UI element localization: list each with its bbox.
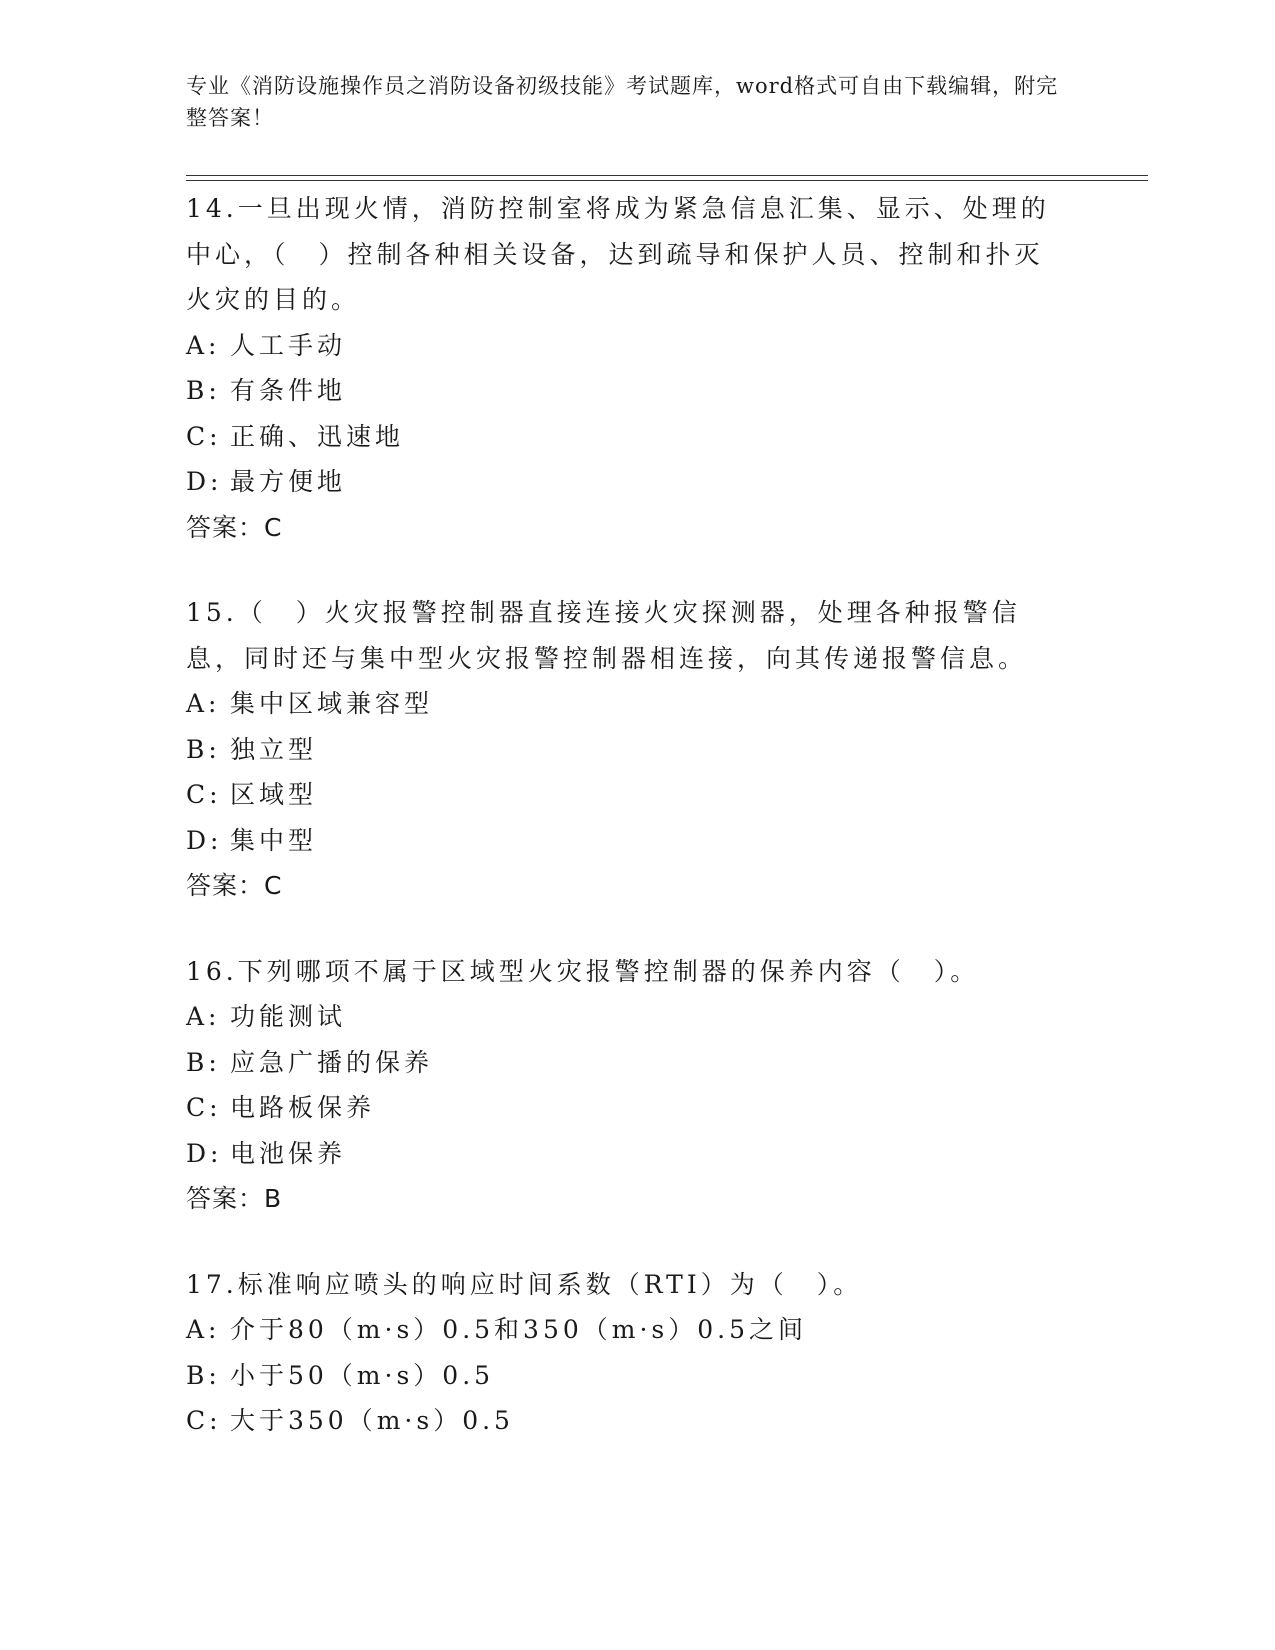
question-16: [186, 949, 1066, 1222]
option-text: 最方便地: [230, 467, 347, 496]
option-text: 集中区域兼容型: [230, 689, 434, 718]
question-stem: 14.一旦出现火情，消防控制室将成为紧急信息汇集、显示、处理的中心，（ ）控制各种相关设备，达到疏导和保护人员、控制和扑灭火灾的目的。: [186, 194, 1050, 314]
option-b: [186, 1040, 1066, 1086]
header-divider-bottom: [186, 180, 1148, 181]
option-letter: A:: [186, 1315, 221, 1344]
answer-line: 答案：C: [186, 512, 283, 542]
answer-line: 答案：B: [186, 1184, 283, 1213]
option-letter: C:: [186, 1093, 222, 1122]
option-c: [186, 414, 1066, 460]
question-stem: 17.标准响应喷头的响应时间系数（RTI）为（ ）。: [186, 1269, 863, 1299]
option-text: 有条件地: [230, 376, 347, 405]
option-text: 应急广播的保养: [230, 1047, 434, 1077]
option-b: [186, 368, 1066, 414]
option-letter: C:: [186, 1406, 222, 1435]
option-text: 人工手动: [230, 330, 347, 360]
option-d: [186, 1131, 1066, 1177]
option-letter: A:: [186, 1002, 221, 1031]
question-14: [186, 186, 1066, 550]
option-d: [186, 459, 1066, 505]
option-c: [186, 1398, 1066, 1444]
option-text: 小于50（m·s）0.5: [230, 1360, 495, 1390]
option-a: [186, 994, 1066, 1040]
question-17: [186, 1262, 1066, 1444]
question-list: [186, 186, 1066, 1484]
option-letter: D:: [186, 1138, 223, 1168]
option-text: 电路板保养: [230, 1093, 376, 1122]
document-header: 专业《消防设施操作员之消防设备初级技能》考试题库，word格式可自由下载编辑，附完整答案！: [186, 74, 1059, 130]
option-letter: D:: [186, 825, 223, 855]
option-letter: B:: [186, 376, 221, 405]
option-letter: A:: [186, 689, 221, 718]
option-d: [186, 818, 1066, 864]
option-text: 介于80（m·s）0.5和350（m·s）0.5之间: [230, 1315, 808, 1344]
option-letter: B:: [186, 1047, 221, 1077]
option-b: [186, 1353, 1066, 1399]
option-text: 区域型: [230, 780, 318, 809]
option-text: 正确、迅速地: [230, 421, 405, 451]
answer-line: 答案：C: [186, 871, 283, 900]
option-a: [186, 323, 1066, 369]
option-letter: B:: [186, 1360, 221, 1390]
option-letter: C:: [186, 780, 222, 809]
option-letter: B:: [186, 734, 221, 764]
option-text: 集中型: [230, 825, 318, 855]
option-a: [186, 1307, 1066, 1353]
option-text: 独立型: [230, 734, 318, 764]
option-text: 电池保养: [230, 1138, 347, 1168]
option-c: [186, 1085, 1066, 1131]
option-b: [186, 727, 1066, 773]
option-letter: D:: [186, 467, 223, 496]
option-letter: C:: [186, 421, 222, 451]
question-15: [186, 590, 1066, 909]
header-divider-top: [186, 175, 1148, 176]
option-letter: A:: [186, 330, 221, 360]
question-stem: 16.下列哪项不属于区域型火灾报警控制器的保养内容（ ）。: [186, 956, 980, 986]
option-a: [186, 681, 1066, 727]
option-text: 功能测试: [230, 1002, 347, 1031]
option-c: [186, 772, 1066, 818]
option-text: 大于350（m·s）0.5: [230, 1406, 514, 1435]
question-stem: 15.（ ）火灾报警控制器直接连接火灾探测器，处理各种报警信息，同时还与集中型火灾报警控制器相连接，向其传递报警信息。: [186, 598, 1028, 673]
